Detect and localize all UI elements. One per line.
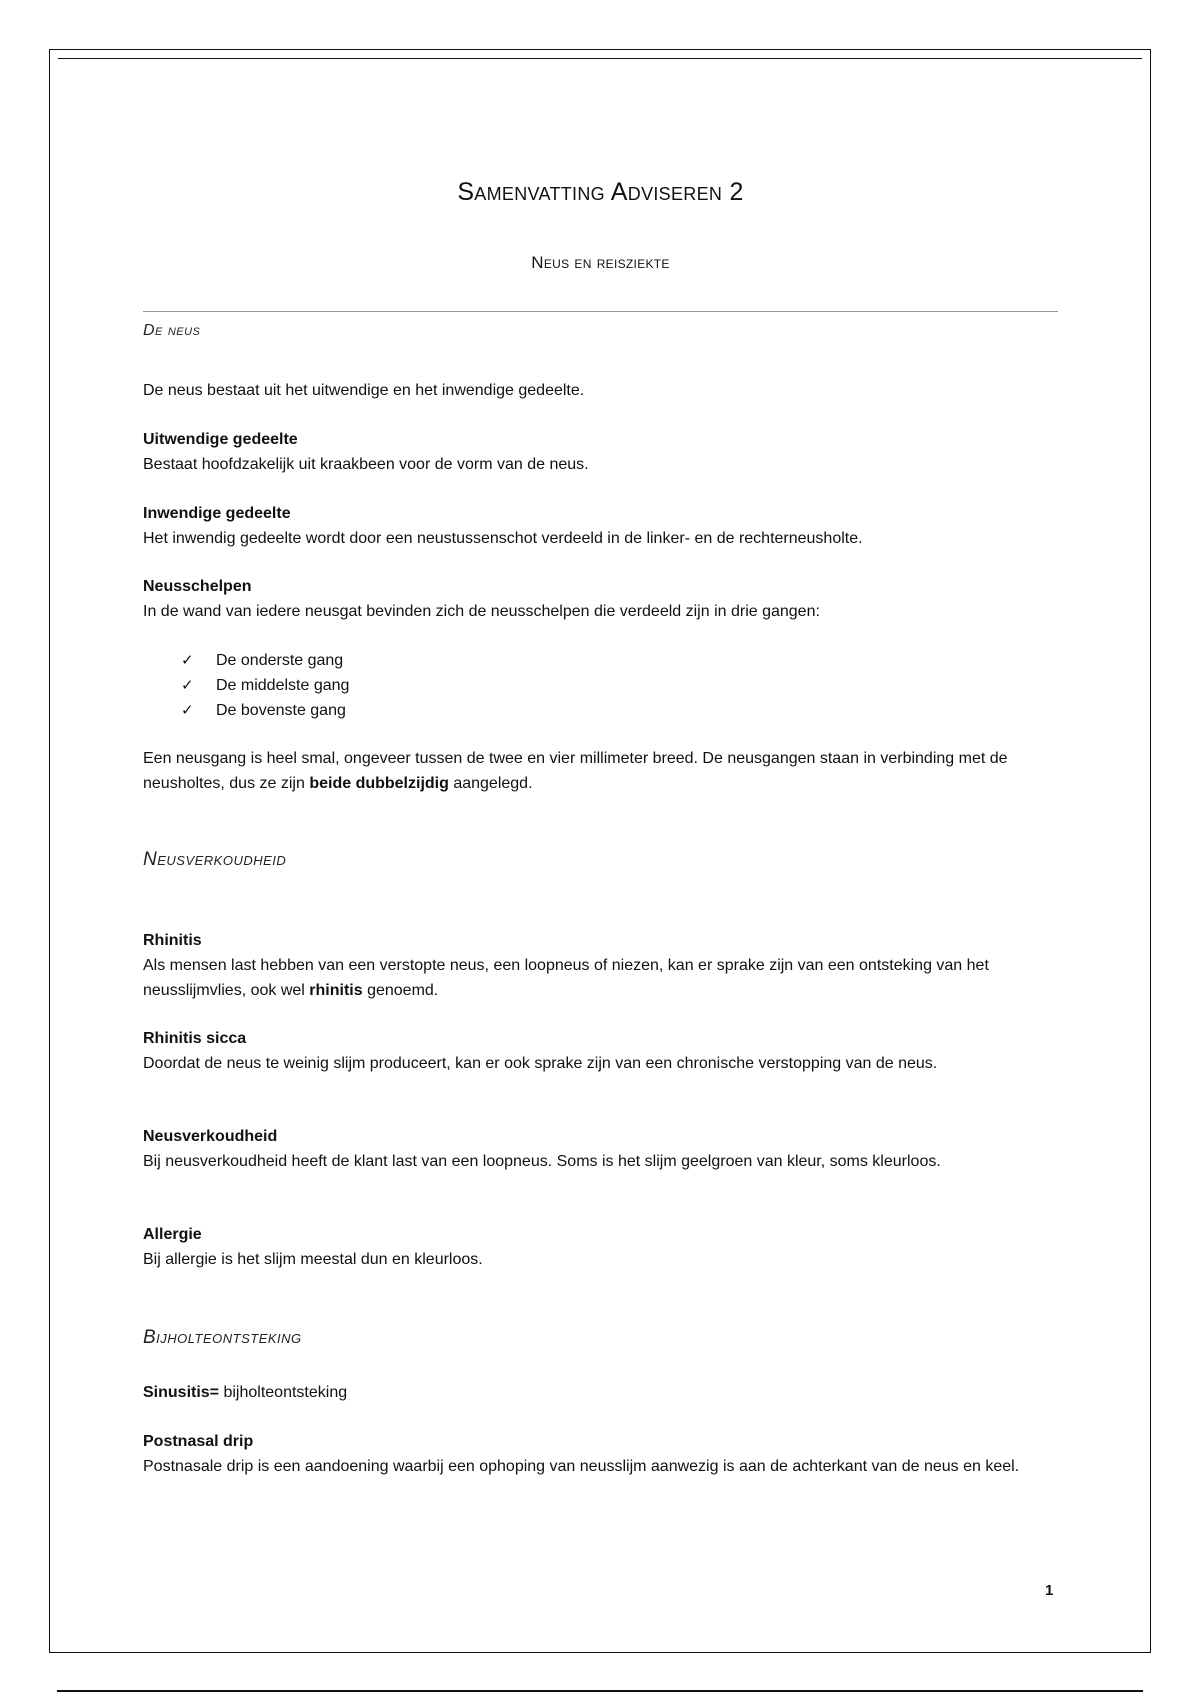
checkmark-icon: ✓ (181, 702, 194, 719)
text-allergie: Bij allergie is het slijm meestal dun en kleurloos. (143, 1251, 483, 1268)
list-item-label: De middelste gang (216, 677, 350, 694)
section-heading-bijholteontsteking: Bijholteontsteking (143, 1327, 302, 1348)
neusschelpen-block (143, 574, 1058, 624)
rhinitis-text-2: genoemd. (362, 982, 439, 999)
list-item (181, 698, 349, 723)
page-top-rule (58, 58, 1142, 59)
neusgang-paragraph (143, 746, 1058, 796)
uitwendig-block (143, 427, 1058, 477)
rhinitis-block (143, 928, 1058, 1003)
inwendig-block (143, 501, 1058, 551)
title-divider (143, 311, 1058, 312)
checkmark-icon: ✓ (181, 677, 194, 694)
rhinitis-sicca-block (143, 1026, 1058, 1076)
allergie-block (143, 1222, 1058, 1272)
text-rhinitis (143, 953, 1058, 1003)
list-item-label: De onderste gang (216, 652, 344, 669)
text-neusschelpen: In de wand van iedere neusgat bevinden zich de neusschelpen die verdeeld zijn in drie gangen: (143, 603, 820, 620)
text-rhinitis-sicca: Doordat de neus te weinig slijm produceert, kan er ook sprake zijn van een chronische verstopping van de neus. (143, 1055, 938, 1072)
term-neusschelpen: Neusschelpen (143, 578, 252, 595)
text-postnasal: Postnasale drip is een aandoening waarbij een ophoping van neusslijm aanwezig is aan de achterkant van de neus en keel. (143, 1458, 1020, 1475)
term-inwendig: Inwendige gedeelte (143, 505, 291, 522)
text-uitwendig: Bestaat hoofdzakelijk uit kraakbeen voor de vorm van de neus. (143, 456, 589, 473)
text-sinusitis: bijholteontsteking (219, 1384, 348, 1401)
text-inwendig: Het inwendig gedeelte wordt door een neustussenschot verdeeld in de linker- en de rechterneusholte. (143, 530, 863, 547)
page-number: 1 (1045, 1582, 1054, 1599)
term-neusverkoudheid: Neusverkoudheid (143, 1128, 278, 1145)
term-rhinitis-sicca: Rhinitis sicca (143, 1030, 247, 1047)
gangen-checklist (181, 648, 349, 723)
list-item-label: De bovenste gang (216, 702, 346, 719)
checkmark-icon: ✓ (181, 652, 194, 669)
term-allergie: Allergie (143, 1226, 202, 1243)
neusverkoudheid-block (143, 1124, 1058, 1174)
section-heading-neusverkoudheid: Neusverkoudheid (143, 849, 287, 870)
neusgang-bold: beide dubbelzijdig (309, 775, 449, 792)
section-heading-de-neus: De neus (143, 322, 201, 339)
postnasal-block (143, 1429, 1058, 1479)
next-page-top-rule (57, 1690, 1143, 1692)
term-uitwendig: Uitwendige gedeelte (143, 431, 298, 448)
text-neusverkoudheid: Bij neusverkoudheid heeft de klant last van een loopneus. Soms is het slijm geelgroen van kleur, soms kleurloos. (143, 1153, 941, 1170)
document-subtitle: Neus en reisziekte (531, 253, 670, 272)
intro-paragraph (143, 378, 1058, 403)
term-postnasal: Postnasal drip (143, 1433, 254, 1450)
list-item (181, 648, 349, 673)
rhinitis-text-1: Als mensen last hebben van een verstopte neus, een loopneus of niezen, kan er sprake zijn van een ontsteking van het neusslijmvlies, ook wel (143, 957, 989, 999)
document-title: Samenvatting Adviseren 2 (457, 178, 744, 206)
term-rhinitis: Rhinitis (143, 932, 202, 949)
intro-text: De neus bestaat uit het uitwendige en het inwendige gedeelte. (143, 382, 585, 399)
neusgang-text-2: aangelegd. (448, 775, 533, 792)
rhinitis-bold: rhinitis (309, 982, 363, 999)
list-item (181, 673, 349, 698)
term-sinusitis: Sinusitis= (143, 1384, 220, 1401)
neusgang-text-1: Een neusgang is heel smal, ongeveer tussen de twee en vier millimeter breed. De neusgangen staan in verbinding met de neusholtes, dus ze zijn (143, 750, 1008, 792)
sinusitis-line (143, 1380, 1058, 1405)
